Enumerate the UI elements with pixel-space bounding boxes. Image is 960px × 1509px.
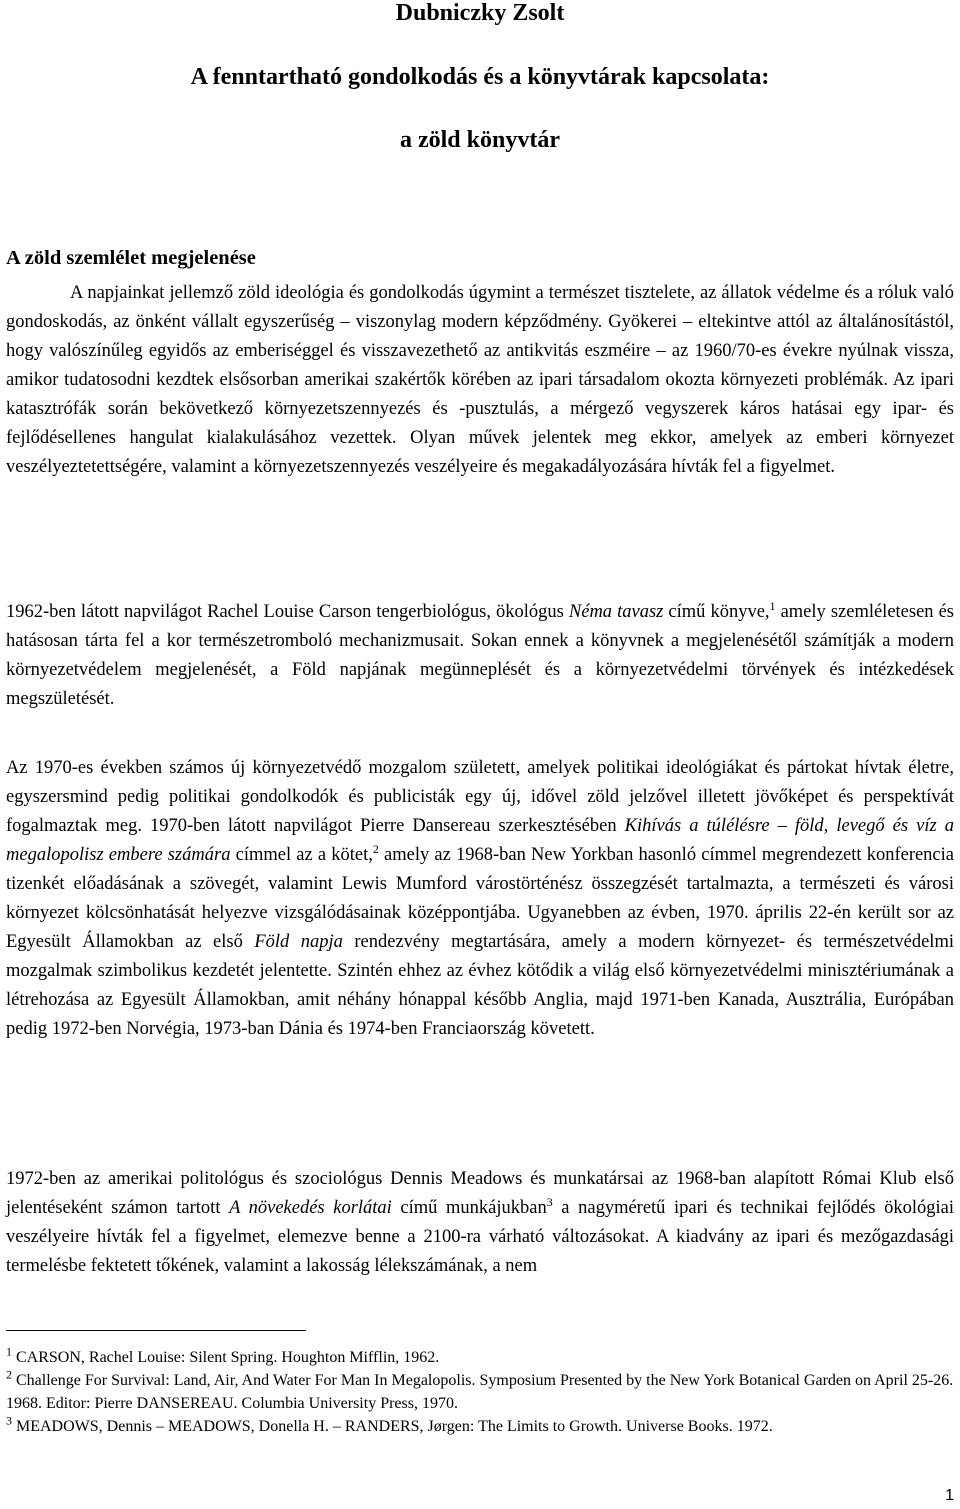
paragraph-4-text-a: 1972-ben az amerikai politológus és szociológus Dennis Meadows és munkatársai az 1968-ban alapított Római Klub első jelentéseként számon tartott [6,1169,954,1218]
paragraph-4-text-b: című munkájukban [391,1198,547,1218]
paragraph-4 [6,1165,954,1281]
subtitle-heading: a zöld könyvtár [399,127,560,153]
footnote-1 [6,1346,954,1369]
footnote-number: 2 [6,1367,12,1382]
paragraph-3-text-b: címmel az a kötet, [230,845,373,865]
paragraph-4-text-c: a nagyméretű ipari és technikai fejlődés ökológiai veszélyeire hívták fel a figyelmet, elemezve benne a 2100-ra várható változásokat. A kiadvány az ipari és mezőgazdasági termelésbe fektetett tőkének, valamint a lakosság lélekszámának, a nem [6,1198,954,1276]
paragraph-2-text-a: 1962-ben látott napvilágot Rachel Louise Carson tengerbiológus, ökológus [6,602,569,622]
footnote-ref-3: 3 [546,1194,553,1209]
book-title-kihivas: Kihívás a túlélésre – föld, levegő és víz a megalopolisz embere számára [6,816,954,865]
footnote-text: CARSON, Rachel Louise: Silent Spring. Houghton Mifflin, 1962. [12,1349,440,1366]
footnote-ref-1: 1 [769,598,776,613]
footnote-ref-2: 2 [372,841,379,856]
paragraph-2-text-b: című könyve, [663,602,770,622]
paragraph-2-text-c: amely szemléletesen és hatásosan tárta fel a kor természetromboló mechanizmusait. Sokan ennek a könyvnek a megjelenésétől számítják a modern környezetvédelem megjelenését, a Föld napjának megünneplését és a környezetvédelmi törvények és intézkedések megszületését. [6,602,955,709]
page-number: 1 [945,1487,954,1504]
book-title-nema-tavasz: Néma tavasz [568,602,664,622]
paragraph-1: A napjainkat jellemző zöld ideológia és gondolkodás úgymint a természet tisztelete, az állatok védelme és a róluk való gondoskodás, az önként vállalt egyszerűség – viszonylag modern képződmény. Gyökerei – eltekintve attól az általánosítástól, hogy valószínűleg egyidős az emberiséggel és visszavezethető az antikvitás eszméire – az 1960/70-es évekre nyúlnak vissza, amikor tudatosodni kezdtek elsősorban amerikai szakértők körében az ipari társadalom okozta környezeti problémák. Az ipari katasztrófák során bekövetkező környezetszennyezés és -pusztulás, a mérgező vegyszerek káros hatásai egy ipar- és fejlődésellenes hangulat kialakulásához vezettek. Olyan művek jelentek meg ekkor, amelyek az emberi környezet veszélyeztetettségére, valamint a környezetszennyezés veszélyeire és megakadályozására hívták fel a figyelmet. [6,283,954,477]
paragraph-2 [6,598,954,714]
footnote-number: 1 [6,1344,12,1359]
footnotes [6,1346,954,1438]
footnote-separator [6,1330,306,1331]
paragraph-3-text-d: rendezvény megtartására, amely a modern környezet- és természetvédelmi mozgalmak szimbolikus kezdetét jelentette. Szintén ehhez az évhez kötődik a világ első környezetvédelmi minisztériumának a létrehozása az Egyesült Államokban, amit néhány hónappal később Anglia, majd 1971-ben Kanada, Ausztrália, Európában pedig 1972-ben Norvégia, 1973-ban Dánia és 1974-ben Franciaország követett. [6,932,954,1039]
footnote-2 [6,1369,954,1415]
footnote-text: MEADOWS, Dennis – MEADOWS, Donella H. – RANDERS, Jørgen: The Limits to Growth. Universe Books. 1972. [12,1418,773,1435]
section-heading: A zöld szemlélet megjelenése [6,247,256,269]
paragraph-3-text-c: amely az 1968-ban New Yorkban hasonló címmel megrendezett konferencia tizenkét előadásának a szövegét, valamint Lewis Mumford várostörténész összegzését tartalmazta, a természeti és városi környezet kölcsönhatását helyezve vizsgálódásainak középpontjába. Ugyanebben az évben, 1970. április 22-én került sor az Egyesült Államokban az első [6,845,954,952]
paragraph-3-text-a: Az 1970-es években számos új környezetvédő mozgalom született, amelyek politikai ideológiákat és pártokat hívtak életre, egyszersmind pedig politikai gondolkodók és publicisták egy új, idővel zöld jelzővel illetett jövőképet és perspektívát fogalmaztak meg. 1970-ben látott napvilágot Pierre Dansereau szerkesztésében [6,758,954,836]
book-title-novekedes-korlatai: A növekedés korlátai [229,1198,392,1218]
author-heading: Dubniczky Zsolt [395,0,565,26]
paragraph-3 [6,754,954,1044]
title-heading: A fenntartható gondolkodás és a könyvtárak kapcsolata: [190,64,770,90]
footnote-text: Challenge For Survival: Land, Air, And Water For Man In Megalopolis. Symposium Presented by the New York Botanical Garden on April 25-26. 1968. Editor: Pierre DANSEREAU. Columbia University Press, 1970. [6,1372,954,1412]
footnote-3 [6,1415,954,1438]
footnote-number: 3 [6,1413,12,1428]
event-title-fold-napja: Föld napja [254,932,343,952]
